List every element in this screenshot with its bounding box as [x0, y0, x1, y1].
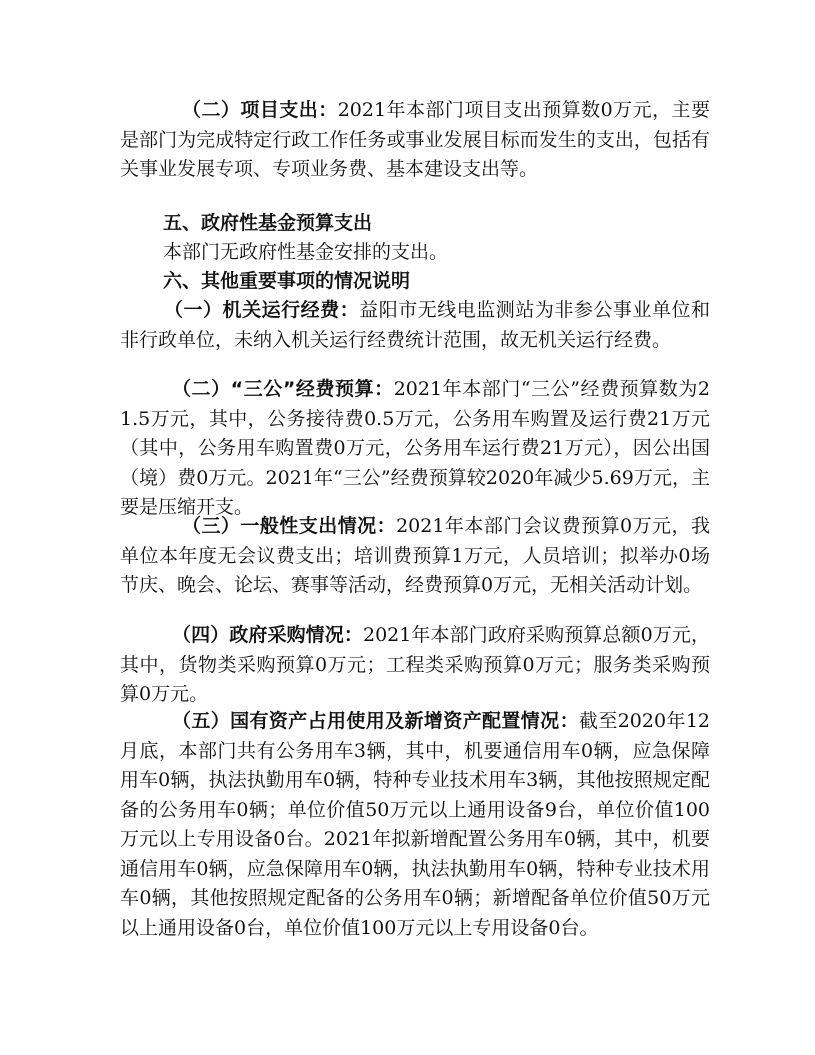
general-expenditure-paragraph: [120, 512, 710, 601]
three-public-text: 2021年本部门“三公”经费预算数为21.5万元，其中，公务接待费0.5万元，公务用车购置及运行费21万元（其中，公务用车购置费0万元，公务用车运行费21万元），因公出国（境）费0万元。2021年“三公”经费预算较2020年减少5.69万元，主要是压缩开支。: [120, 378, 710, 518]
state-assets-text: 截至2020年12月底，本部门共有公务用车3辆，其中，机要通信用车0辆，应急保障用车0辆，执法执勤用车0辆，特种专业技术用车3辆，其他按照规定配备的公务用车0辆；单位价值50万元以上通用设备9台，单位价值100万元以上专用设备0台。2021年拟新增配置公务用车0辆，其中，机要通信用车0辆，应急保障用车0辆，执法执勤用车0辆，特种专业技术用车0辆，其他按照规定配备的公务用车0辆；新增配备单位价值50万元以上通用设备0台，单位价值100万元以上专用设备0台。: [120, 710, 710, 939]
section-six-heading: 六、其他重要事项的情况说明: [163, 270, 411, 292]
section-five-text: 本部门无政府性基金安排的支出。: [163, 241, 449, 263]
state-assets-heading: （五）国有资产占用使用及新增资产配置情况：: [172, 710, 579, 732]
operating-expenses-text: 益阳市无线电监测站为非参公事业单位和非行政单位，未纳入机关运行经费统计范围，故无机关运行经费。: [120, 299, 710, 351]
state-assets-paragraph: [120, 707, 710, 943]
procurement-text: 2021年本部门政府采购预算总额0万元，其中，货物类采购预算0万元；工程类采购预算0万元；服务类采购预算0万元。: [120, 624, 710, 705]
operating-expenses-paragraph: [120, 296, 710, 355]
three-public-heading: （二）“三公”经费预算：: [172, 378, 394, 400]
procurement-paragraph: [120, 621, 710, 710]
general-expenditure-text: 2021年本部门会议费预算0万元，我单位本年度无会议费支出；培训费预算1万元，人员培训；拟举办0场节庆、晚会、论坛、赛事等活动，经费预算0万元，无相关活动计划。: [120, 515, 710, 596]
project-expenditure-paragraph: [120, 96, 710, 185]
project-expenditure-text: 2021年本部门项目支出预算数0万元，主要是部门为完成特定行政工作任务或事业发展目标而发生的支出，包括有关事业发展专项、专项业务费、基本建设支出等。: [120, 99, 710, 180]
general-expenditure-heading: （三）一般性支出情况：: [182, 515, 397, 537]
procurement-heading: （四）政府采购情况：: [172, 624, 363, 646]
three-public-paragraph: [120, 375, 710, 523]
operating-expenses-heading: （一）机关运行经费：: [164, 299, 360, 321]
project-expenditure-heading: （二）项目支出：: [182, 99, 338, 121]
section-five-heading: 五、政府性基金预算支出: [163, 212, 373, 234]
